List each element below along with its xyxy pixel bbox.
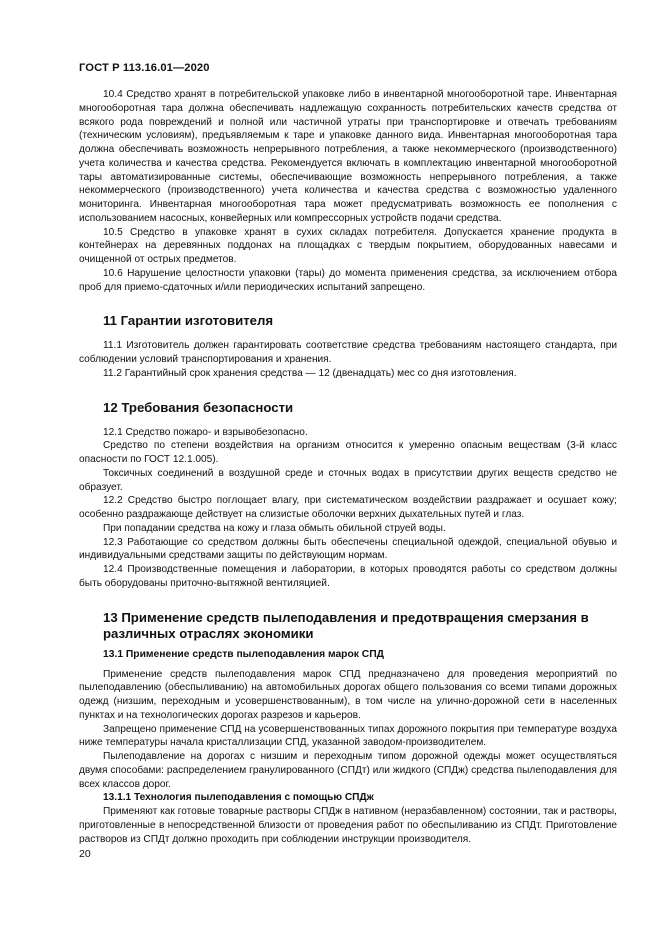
paragraph-12-4: 12.4 Производственные помещения и лаборатории, в которых проводятся работы со средством должны быть оборудованы приточно-вытяжной вентиляцией.: [79, 564, 617, 589]
document-body: [79, 88, 617, 846]
paragraph-11-2: 11.2 Гарантийный срок хранения средства — 12 (двенадцать) мес со дня изготовления.: [103, 367, 517, 379]
paragraph-12-1: 12.1 Средство пожаро- и взрывобезопасно.: [103, 426, 308, 438]
paragraph-12-2-rinse: При попадании средства на кожу и глаза обмыть обильной струей воды.: [103, 522, 446, 534]
paragraph-12-2: 12.2 Средство быстро поглощает влагу, при систематическом воздействии раздражает и осушает кожу; особенно раздражающе действует на слизистые оболочки верхних дыхательных путей и глаз.: [79, 495, 617, 520]
section-heading-13: 13 Применение средств пылеподавления и предотвращения смерзания в различных отраслях экономики: [103, 609, 589, 641]
section-heading-12: 12 Требования безопасности: [103, 399, 294, 415]
subsection-heading-13-1: 13.1 Применение средств пылеподавления марок СПД: [103, 648, 384, 660]
paragraph-13-1-1: Применяют как готовые товарные растворы СПДж в нативном (неразбавленном) состоянии, так и растворы, приготовленные в непосредственной близости от проведения работ по обеспыливанию из СПДт. Приготовление растворов из СПДт должно проходить при соблюдении инструкции производителя.: [79, 806, 617, 845]
section-heading-11: 11 Гарантии изготовителя: [103, 313, 274, 329]
page-number: 20: [79, 848, 91, 860]
document-header: ГОСТ Р 113.16.01—2020: [79, 62, 210, 74]
paragraph-12-1-hazard: Средство по степени воздействия на организм относится к умеренно опасным веществам (3-й класс опасности по ГОСТ 12.1.005).: [79, 440, 617, 465]
paragraph-11-1: 11.1 Изготовитель должен гарантировать соответствие средства требованиям настоящего стандарта, при соблюдении условий транспортирования и хранения.: [79, 340, 617, 365]
subsection-heading-13-1-1: 13.1.1 Технология пылеподавления с помощью СПДж: [103, 792, 374, 804]
paragraph-10-6: 10.6 Нарушение целостности упаковки (тары) до момента применения средства, за исключением отбора проб для приемо-сдаточных и/или периодических испытаний запрещено.: [79, 267, 617, 293]
paragraph-10-4: 10.4 Средство хранят в потребительской упаковке либо в инвентарной многооборотной таре. Инвентарная многооборотная тара должна обеспечивать надлежащую сохранность потребительских качеств средства от всякого рода повреждений и полной или частичной утраты при транспортировке и отвечать требованиям (техническим условиям), предъявляемым к таре и упаковке данного вида. Инвентарная многооборотная тара должна обеспечивать возможность непрерывного потребления, а также некоммерческого (производственного) учета количества и качества средства. Рекомендуется включать в комплектацию инвентарной многооборотной тары автоматизированные системы, обеспечивающие возможность непрерывного потребления, а также некоммерческого (производственного) учета количества и качества средства с возможностью удаленного мониторинга. Инвентарная многооборотная тара может предусматривать возможность ее пополнения с использованием насосных, конвейерных или компрессорных устройств подачи средства.: [79, 89, 617, 224]
paragraph-13-1-purpose: Применение средств пылеподавления марок СПД предназначено для проведения мероприятий по пылеподавлению (обеспыливанию) на автомобильных дорогах общего пользования со всеми типами дорожных одежд (низшим, переходным и усовершенствованным), в том числе на улично-дорожной сети в населенных пунктах и на технологических дорогах разрезов и карьеров.: [79, 668, 617, 721]
paragraph-13-1-methods: Пылеподавление на дорогах с низшим и переходным типом дорожной одежды может осуществляться двумя способами: распределением гранулированного (СПДт) или жидкого (СПДж) средства пылеподавления для всех классов дорог.: [79, 751, 617, 790]
paragraph-12-1-toxic: Токсичных соединений в воздушной среде и сточных водах в присутствии других веществ средство не образует.: [79, 467, 617, 493]
paragraph-12-3: 12.3 Работающие со средством должны быть обеспечены специальной одеждой, специальной обувью и индивидуальными средствами защиты по действующим нормам.: [79, 536, 617, 562]
paragraph-10-5: 10.5 Средство в упаковке хранят в сухих складах потребителя. Допускается хранение продукта в контейнерах на деревянных поддонах на площадках с твердым покрытием, оборудованных навесами и очищенной от острых предметов.: [79, 226, 617, 265]
paragraph-13-1-prohibited: Запрещено применение СПД на усовершенствованных типах дорожного покрытия при температуре воздуха ниже температуры начала кристаллизации СПД, указанной заводом-производителем.: [79, 723, 617, 749]
